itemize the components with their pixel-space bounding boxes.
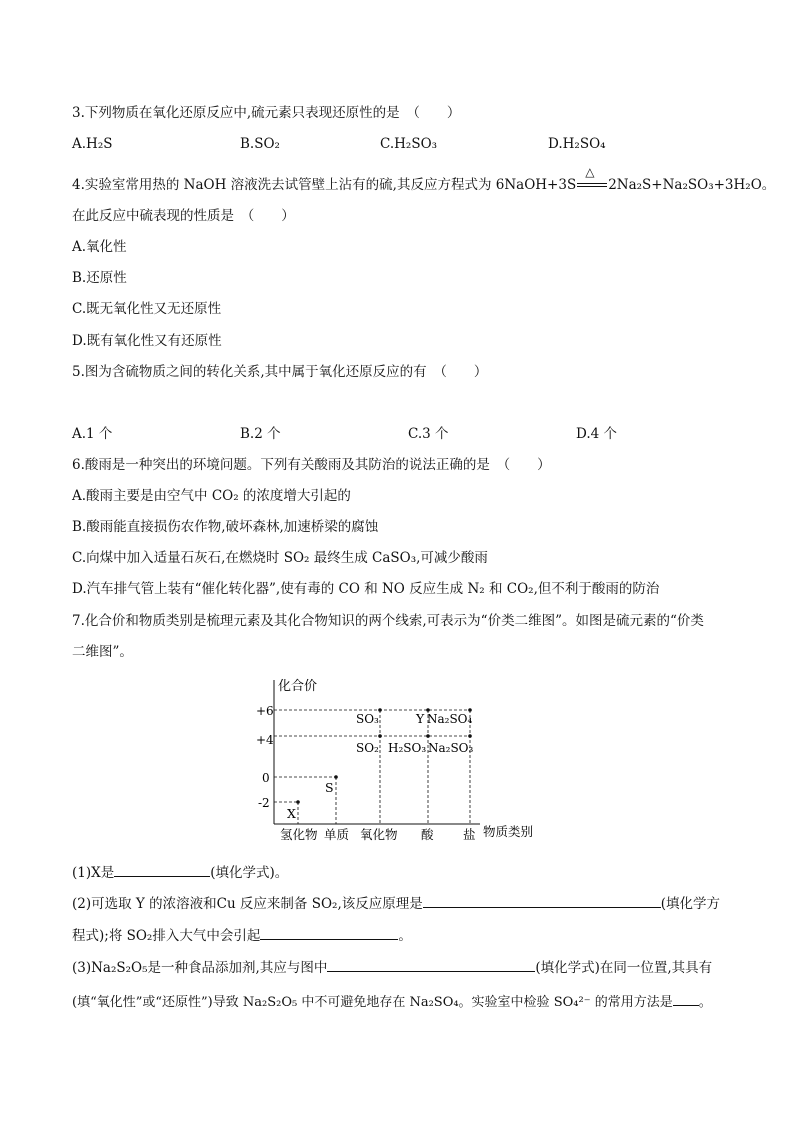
q7-sub3-line1 bbox=[72, 957, 712, 977]
sub3-text-b: (填化学式)在同一位置,其具有 bbox=[535, 960, 713, 976]
label-h2so3: H₂SO₃ bbox=[388, 741, 427, 755]
q4-option-c: C.既无氧化性又无还原性 bbox=[72, 301, 222, 317]
q3-option-a: A.H₂S bbox=[72, 136, 113, 152]
q4-option-b: B.还原性 bbox=[72, 270, 127, 286]
tick-label-0: 0 bbox=[262, 771, 270, 785]
q7-sub2-line2 bbox=[72, 925, 412, 945]
q6-stem: 6.酸雨是一种突出的环境问题。下列有关酸雨及其防治的说法正确的是 （ ） bbox=[72, 457, 551, 473]
q6-option-c: C.向煤中加入适量石灰石,在燃烧时 SO₂ 最终生成 CaSO₃,可减少酸雨 bbox=[72, 550, 488, 566]
tick-label-plus4: +4 bbox=[256, 733, 274, 747]
q4-stem-part2: 2Na₂S+Na₂SO₃+3H₂O。 bbox=[608, 177, 776, 193]
q4-option-d: D.既有氧化性又有还原性 bbox=[72, 333, 222, 349]
point-so2 bbox=[378, 734, 382, 738]
point-s bbox=[334, 775, 338, 779]
answer-blank-test-method[interactable] bbox=[673, 991, 699, 1006]
q7-stem-line1: 7.化合价和物质类别是梳理元素及其化合物知识的两个线索,可表示为“价类二维图”。如图是硫元素的“价类 bbox=[72, 613, 704, 629]
category-oxide: 氧化物 bbox=[360, 827, 398, 842]
q7-sub1 bbox=[72, 862, 288, 882]
q5-option-c: C.3 个 bbox=[408, 426, 449, 442]
reaction-condition bbox=[576, 165, 608, 194]
answer-blank-consequence[interactable] bbox=[260, 925, 398, 940]
heat-symbol: △ bbox=[585, 165, 595, 179]
y-axis-title: 化合价 bbox=[278, 679, 318, 694]
q5-option-b: B.2 个 bbox=[240, 426, 281, 442]
point-na2so3 bbox=[468, 734, 472, 738]
q7-sub3-line2 bbox=[72, 991, 712, 1012]
label-s: S bbox=[325, 780, 334, 795]
category-acid: 酸 bbox=[421, 827, 434, 842]
category-element: 单质 bbox=[324, 827, 350, 842]
q6-option-b: B.酸雨能直接损伤农作物,破坏森林,加速桥梁的腐蚀 bbox=[72, 519, 379, 535]
q3-option-b: B.SO₂ bbox=[240, 136, 280, 152]
label-y: Y bbox=[416, 711, 425, 726]
answer-blank-formula[interactable] bbox=[327, 957, 535, 972]
q3-option-d: D.H₂SO₄ bbox=[548, 136, 606, 152]
valence-class-diagram bbox=[240, 672, 550, 852]
q4-option-a: A.氧化性 bbox=[72, 239, 127, 255]
sub1-text-b: (填化学式)。 bbox=[210, 865, 289, 881]
answer-blank-equation[interactable] bbox=[423, 893, 661, 908]
q6-option-d: D.汽车排气管上装有“催化转化器”,使有毒的 CO 和 NO 反应生成 N₂ 和 CO₂,但不利于酸雨的防治 bbox=[72, 581, 660, 597]
label-so3: SO₃ bbox=[356, 712, 379, 726]
reaction-arrow-line bbox=[577, 183, 607, 184]
sub3-text-c: (填“氧化性”或“还原性”)导致 Na₂S₂O₅ 中不可避免地存在 Na₂SO₄。实验室中检验 bbox=[72, 995, 550, 1010]
label-x: X bbox=[287, 806, 296, 821]
sulfate-ion: SO₄²⁻ bbox=[553, 995, 591, 1010]
sub3-text-d: 的常用方法是 bbox=[594, 995, 673, 1010]
sub3-text-a: (3)Na₂S₂O₅是一种食品添加剂,其应与图中 bbox=[72, 960, 328, 976]
q5-option-d: D.4 个 bbox=[576, 426, 618, 442]
sub1-text-a: (1)X是 bbox=[72, 865, 115, 881]
x-axis-title: 物质类别 bbox=[483, 824, 534, 839]
q3-option-c: C.H₂SO₃ bbox=[380, 136, 438, 152]
label-na2so3: Na₂SO₃ bbox=[428, 741, 474, 755]
q7-stem-line2: 二维图”。 bbox=[72, 644, 133, 660]
answer-blank-x[interactable] bbox=[114, 862, 210, 877]
category-hydride: 氢化物 bbox=[280, 827, 318, 842]
category-salt: 盐 bbox=[463, 827, 476, 842]
q4-stem-line1 bbox=[72, 165, 776, 194]
q4-stem-part1: 4.实验室常用热的 NaOH 溶液洗去试管壁上沾有的硫,其反应方程式为 6NaOH+3S bbox=[72, 177, 577, 193]
sub2-text-b: (填化学方 bbox=[660, 896, 721, 912]
sub2-text-d: 。 bbox=[398, 928, 412, 944]
sub2-text-c: 程式);将 SO₂排入大气中会引起 bbox=[72, 928, 261, 944]
tick-label-plus6: +6 bbox=[256, 704, 274, 718]
q7-sub2-line1 bbox=[72, 893, 720, 913]
point-x bbox=[296, 800, 300, 804]
q3-stem: 3.下列物质在氧化还原反应中,硫元素只表现还原性的是 （ ） bbox=[72, 105, 461, 121]
tick-label-minus2: -2 bbox=[258, 796, 270, 810]
label-na2so4: Na₂SO₄ bbox=[427, 712, 473, 726]
q6-option-a: A.酸雨主要是由空气中 CO₂ 的浓度增大引起的 bbox=[72, 488, 351, 504]
sub3-text-e: 。 bbox=[698, 995, 712, 1010]
sub2-text-a: (2)可选取 Y 的浓溶液和Cu 反应来制备 SO₂,该反应原理是 bbox=[72, 896, 423, 912]
q4-stem-line2: 在此反应中硫表现的性质是 （ ） bbox=[72, 208, 295, 224]
label-so2: SO₂ bbox=[356, 741, 379, 755]
q5-option-a: A.1 个 bbox=[72, 426, 113, 442]
q5-stem: 5.图为含硫物质之间的转化关系,其中属于氧化还原反应的有 （ ） bbox=[72, 364, 488, 380]
point-h2so3 bbox=[426, 734, 430, 738]
